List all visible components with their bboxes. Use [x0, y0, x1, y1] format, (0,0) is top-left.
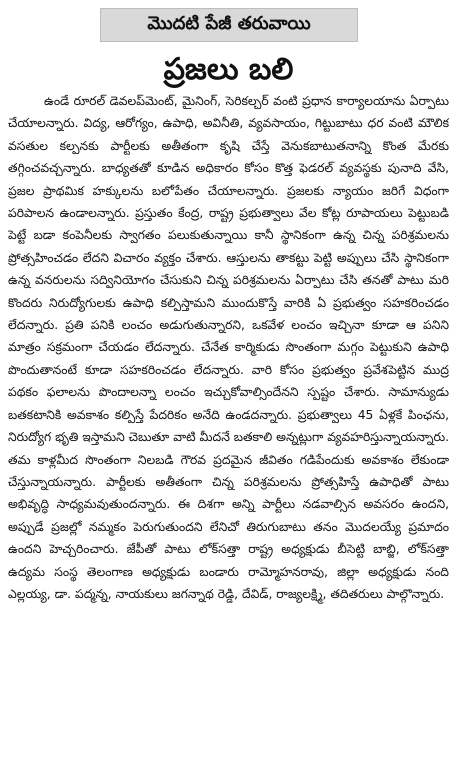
article-paragraph: ఉండే రూరల్ డెవలప్‌మెంట్, మైనింగ్, సెరికల్చర్ వంటి ప్రధాన కార్యాలయాను ఏర్పాటు చేయాలన్నారు. విద్య, ఆరోగ్యం, ఉపాధి, అవినీతి, వ్యవసాయం, గిట్టుబాటు ధర వంటి మౌలిక వసతుల కల్పనకు పార్టీలకు అతీతంగా కృషి చేస్తే వెనుకబాటుతనాన్ని కొంత మేరకు తగ్గించవచ్చన్నారు. బాధ్యతతో కూడిన అధికారం కోసం కొత్త ఫెడరల్ వ్యవస్థకు పునాది వేసి, ప్రజల ప్రాథమిక హక్కులను బలోపేతం చేయాలన్నారు. ప్రజలకు న్యాయం జరిగే విధంగా పరిపాలన ఉండాలన్నారు. ప్రస్తుతం కేంద్ర, రాష్ట్ర ప్రభుత్వాలు వేల కోట్ల రూపాయలు పెట్టుబడి పెట్టే బడా కంపెనీలకు స్వాగతం పలుకుతున్నాయి కానీ స్థానికంగా ఉన్న చిన్న పరిశ్రమలను ప్రోత్సహించడం లేదని విచారం వ్యక్తం చేశారు. ఆస్తులను తాకట్టు పెట్టి అప్పులు చేసి స్థానికంగా ఉన్న వనరులను సద్వినియోగం చేసుకుని చిన్న పరిశ్రమలను ఏర్పాటు చేసి తనతో పాటు మరి కొందరు నిరుద్యోగులకు ఉపాధి కల్పిస్తామని ముందుకొస్తే వారికి ఏ ప్రభుత్వం సహకరించడం లేదన్నారు. ప్రతి పనికి లంచం అడుగుతున్నారని, ఒకవేళ లంచం ఇచ్చినా కూడా ఆ పనిని మాత్రం సక్రమంగా చేయడం లేదన్నారు. చేనేత కార్మికుడు సొంతంగా మగ్గం పెట్టుకుని ఉపాధి పొందుతానంటే కూడా సహకరించడం లేదన్నారు. వారి కోసం ప్రభుత్వం ప్రవేశపెట్టిన ముద్ర పథకం ఫలాలను పొందాలన్నా లంచం ఇచ్చుకోవాల్సిందేనని స్పష్టం చేశారు. సామాన్యుడు బతకటానికి అవకాశం కల్పిస్తే పేదరికం అనేది ఉండదన్నారు. ప్రభుత్వాలు 45 ఏళ్లకే పింఛను, నిరుద్యోగ భృతి ఇస్తామని చెబుతూ వాటి మీదనే బతకాలి అన్నట్లుగా వ్యవహరిస్తున్నాయన్నారు. తమ కాళ్లమీద సొంతంగా నిలబడి గౌరవ ప్రదమైన జీవితం గడిపేందుకు అవకాశం లేకుండా చేస్తున్నాయన్నారు. పార్టీలకు అతీతంగా చిన్న పరిశ్రమలను ప్రోత్సహిస్తే ఉపాధితో పాటు అభివృద్ధి సాధ్యమవుతుందన్నారు. ఈ దిశగా అన్ని పార్టీలు నడవాల్సిన అవసరం ఉందని, అప్పుడే ప్రజల్లో నమ్మకం పెరుగుతుందని లేనిచో తిరుగుబాటు తనం మొదలయ్యే ప్రమాదం ఉందని హెచ్చరించారు. జేపీతో పాటు లోక్‌సత్తా రాష్ట్ర అధ్యక్షుడు బీసెట్టి బాబ్జి, లోక్‌సత్తా ఉద్యమ సంస్థ తెలంగాణ అధ్యక్షుడు బండారు రామ్మోహనరావు, జిల్లా అధ్యక్షుడు నంది ఎల్లయ్య, డా. పద్మన్న, నాయకులు జగన్నాథ రెడ్డి, దేవిడ్, రాజ్యలక్ష్మి, తదితరులు పాల్గొన్నారు.	[8, 94, 449, 601]
article-body	[8, 90, 449, 760]
section-banner: మొదటి పేజీ తరువాయి	[100, 8, 358, 42]
headline: ప్రజలు బలి	[163, 52, 294, 87]
